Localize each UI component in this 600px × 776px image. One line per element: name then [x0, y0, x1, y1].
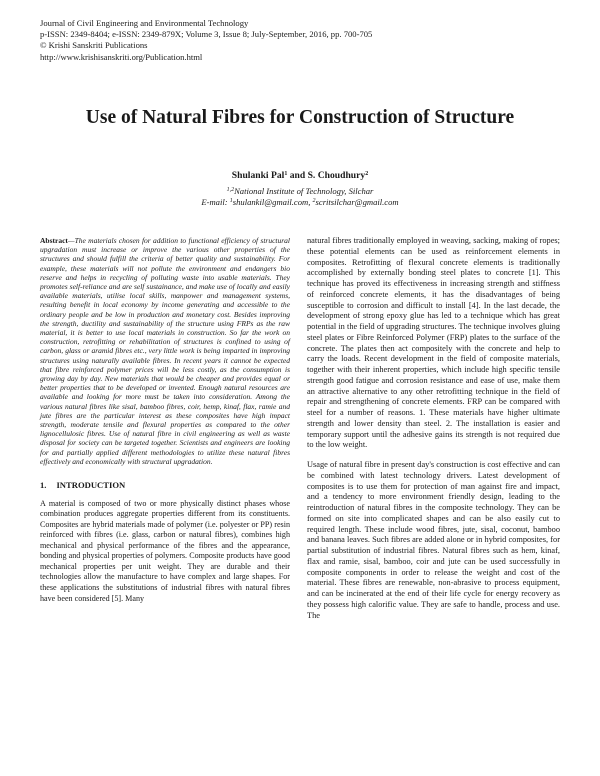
journal-issn: p-ISSN: 2349-8404; e-ISSN: 2349-879X; Volume 3, Issue 8; July-September, 2016, pp. 700-705	[40, 29, 373, 40]
abstract	[40, 236, 290, 466]
paper-title: Use of Natural Fibres for Construction of Structure	[85, 107, 515, 128]
journal-url[interactable]: http://www.krishisanskriti.org/Publication.html	[40, 51, 203, 62]
intro-paragraph-3: Usage of natural fibre in present day's construction is cost effective and can be combined with latest technology drivers. Latest development of composites is to use them for protection of man against fire and impact, and a tendency to more environment friendly design, leading to the reintroduction of natural fibres in the composite technology. They can be formed on site into complicated shapes and can be also easily cut to required length. These include wood fibres, jute, sisal, coconut, bamboo and banana leaves. Such fibres are added alone or in hybrid composites, for partial substitution of industrial fibres. Natural fibres such as hem, kinaf, flax and ramie, sisal, bamboo, coir and jute can be used successfully in composite components in order to release the weight and cost of the material. These fibres are renewable, non-abrasive to process equipment, and can be incinerated at the end of their life cycle for energy recovery as they possess high calorific value. They are safe to handle, process and use. The	[307, 460, 560, 620]
journal-name: Journal of Civil Engineering and Environmental Technology	[40, 18, 249, 28]
journal-copyright: © Krishi Sanskriti Publications	[40, 40, 148, 51]
intro-paragraph-1: A material is composed of two or more physically distinct phases whose combination produces aggregate properties different from its constituents. Composites are hybrid materials made of polymer (i.e. polyester or PP) resin reinforced with fibres (i.e. glass, carbon or natural fibres), combines high mechanical and physical performance of the fibres and the appearance, bonding and physical properties of polymers. Composite products have good mechanical properties per unit weight. They are durable and their technologies allow the manufacture to have complex and large shapes. For these applications the substitutions of industrial fibres with natural fibres have been considered [5]. Many	[40, 498, 290, 603]
abstract-text: —The materials chosen for addition to functional efficiency of structural upgradation must increase or improve the various other properties of the structures and should fulfill the criteria of better quality and sustainability. For example, these materials will not pollute the environment and endangers bio reserve and helps in recycling of polluting waste into usable materials. They promotes self-reliance and are self sustainance, and make use of locally and easily available materials, utilise local skills, manpower and management systems, resulting benefit in local economy by income generating and accessible to the ordinary people and be low in production and monetary cost. Besides improving the strength, ductility and sustainability of the structure using FRPs as the raw material, it is better to use local materials in construction. So far the work on construction, retrofitting or rehabilitation of structures is confined to using of carbon, glass or aramid fibres etc., very little work is being imparted in improving structures using naturally available fibres. In recent years it cannot be expected that fibre reinforced polymer prices will be less costly, as the consumption is growing day by day. New materials that would be cheaper and provides equal or better properties that to be developed or invented. Enough natural resources are available and looking for more must be taken into consideration. Among the various natural fibres like sisal, bamboo fibres, coir, hemp, kinaf, flax, ramie and jute fibres are the particular interest as these composites have high impact strength, moderate tensile and flexural properties as compared to the other lignocellulosic fibres. Use of natural fibre in civil engineering as well as waste disposal for society can be targeted together. Scientists and engineers are looking for and partially applied different methodologies to utilize these natural fibres effectively and economically with structural upgradation.	[40, 236, 290, 466]
journal-header	[40, 18, 560, 63]
abstract-label: Abstract	[40, 236, 68, 245]
email-2[interactable]: scritsilchar@gmail.com	[315, 197, 399, 207]
affiliation	[60, 186, 540, 208]
left-column	[40, 236, 290, 604]
author-connector: and	[287, 170, 308, 181]
author-1-sup: 1	[284, 171, 288, 177]
section-title: INTRODUCTION	[56, 480, 126, 491]
right-column	[307, 236, 560, 621]
email-1-sup: 1	[229, 198, 233, 204]
author-1: Shulanki Pal	[231, 170, 285, 181]
intro-paragraph-2: natural fibres traditionally employed in weaving, sacking, making of ropes; these potential elements can be used as reinforcement elements in composites. Retrofitting of flexural concrete elements is traditionally accomplished by externally bonding steel plates to concrete [1]. This technique has proved its effectiveness in increasing strength and stiffness of reinforced concrete elements, it has the disadvantages of being susceptible to corrosion and difficult to install [4]. In the last decade, the development of strong epoxy glue has led to a technique which has great potential in the field of upgrading structures. The technique involves gluing steel plates or Fibre Reinforced Polymer (FRP) plates to the surface of the concrete. The plates then act compositely with the concrete and help to carry the loads. Recent development in the field of composite materials, together with their inherent properties, which include high specific tensile strength good fatigue and corrosion resistance and ease of use, make them an attractive alternative to any other retrofitting technique in the field of repair and strengthening of concrete elements. FRP can be compared with steel for a number of reasons. 1. These materials have higher ultimate strength and lower density than steel. 2. The installation is easier and temporary support until the adhesive gains its strength is not required due to the low weight.	[307, 236, 560, 450]
author-line	[60, 170, 540, 181]
author-2-sup: 2	[365, 171, 369, 177]
author-2: S. Choudhury	[307, 170, 366, 181]
affiliation-sup: 1,2	[226, 187, 235, 193]
affiliation-institute: National Institute of Technology, Silchar	[234, 186, 374, 196]
section-heading-introduction	[40, 480, 290, 491]
section-number: 1.	[40, 480, 47, 491]
email-1[interactable]: shulankil@gmail.com,	[232, 197, 313, 207]
email-prefix: E-mail:	[201, 197, 230, 207]
email-2-sup: 2	[312, 198, 316, 204]
